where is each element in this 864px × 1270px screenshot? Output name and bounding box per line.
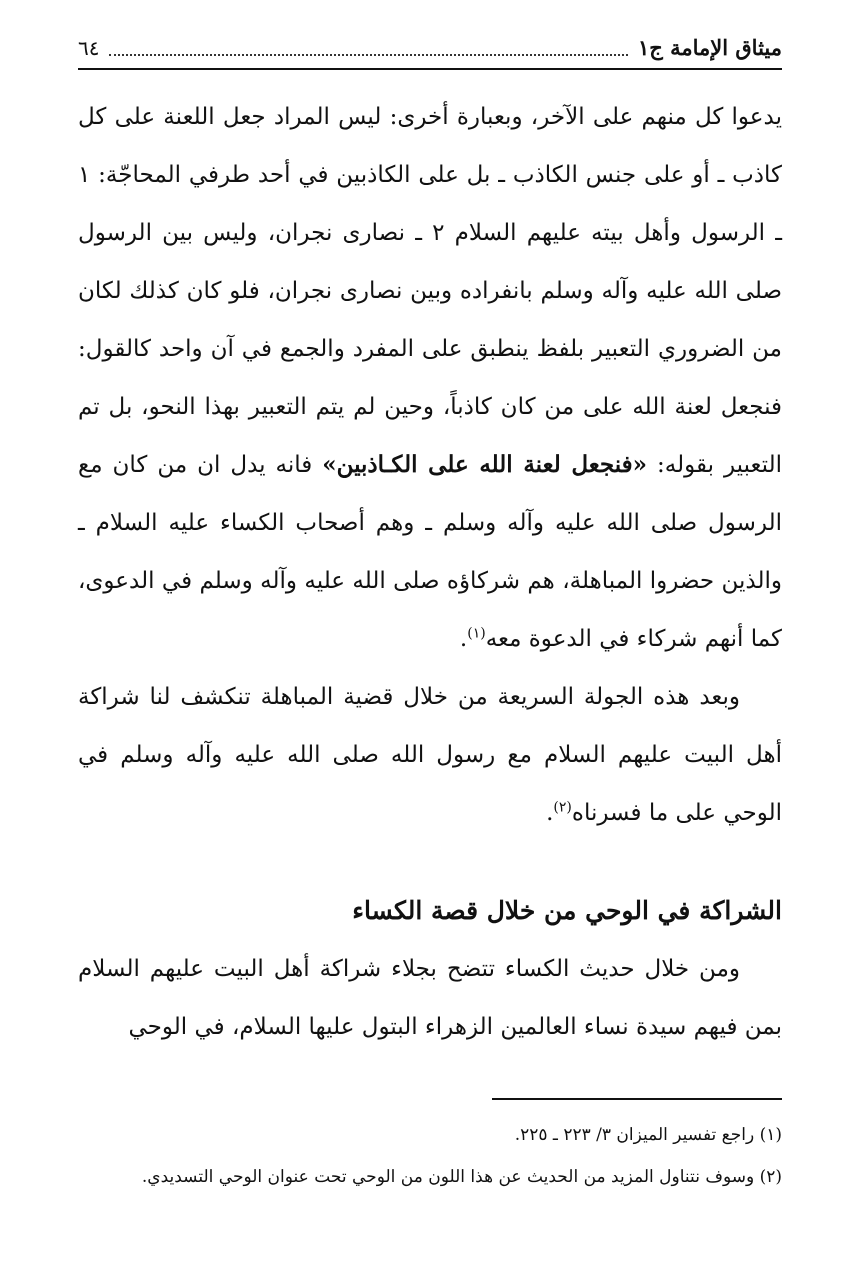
quranic-quote: «فنجعل لعنة الله على الكـاذبين» bbox=[322, 451, 648, 478]
running-header bbox=[78, 30, 782, 66]
paragraph-1 bbox=[78, 88, 782, 668]
footnote-rule bbox=[492, 1098, 782, 1100]
paragraph-2 bbox=[78, 668, 782, 842]
footnote-ref-2[interactable]: (٢) bbox=[553, 799, 572, 816]
footnote-1: (١) راجع تفسير الميزان ٣/ ٢٢٣ ـ ٢٢٥. bbox=[514, 1125, 782, 1145]
paragraph-2-text: وبعد هذه الجولة السريعة من خلال قضية المباهلة تنكشف لنا شراكة أهل البيت عليهم السلام مع رسول الله صلى الله عليه وآله وسلم في الوحي على ما فسرناه bbox=[78, 684, 782, 826]
section-heading: الشراكة في الوحي من خلال قصة الكساء bbox=[352, 896, 782, 925]
running-title: ميثاق الإمامة ج١ bbox=[637, 35, 782, 60]
footnote-2: (٢) وسوف نتناول المزيد من الحديث عن هذا اللون من الوحي تحت عنوان الوحي التسديدي. bbox=[141, 1167, 782, 1187]
paragraph-1-text-after-quote: فانه يدل ان من كان مع الرسول صلى الله عليه وآله وسلم ـ وهم أصحاب الكساء عليه السلام ـ والذين حضروا المباهلة، هم شركاؤه صلى الله عليه وآله وسلم في الدعوى، كما أنهم شركاء في الدعوة معه bbox=[78, 452, 782, 652]
body-text bbox=[78, 88, 782, 842]
header-rule bbox=[78, 68, 782, 70]
section-text bbox=[78, 940, 782, 1056]
footnotes bbox=[78, 1114, 782, 1198]
footnote-ref-1[interactable]: (١) bbox=[467, 625, 486, 642]
section-paragraph: ومن خلال حديث الكساء تتضح بجلاء شراكة أهل البيت عليهم السلام بمن فيهم سيدة نساء العالمين الزهراء البتول عليها السلام، في الوحي bbox=[78, 956, 782, 1040]
book-page bbox=[78, 30, 782, 1270]
paragraph-2-end: . bbox=[546, 800, 554, 826]
header-dotted-leader bbox=[109, 53, 627, 56]
page-number: ٦٤ bbox=[78, 36, 100, 60]
paragraph-1-end: . bbox=[459, 626, 468, 652]
paragraph-1-text-before-quote: يدعوا كل منهم على الآخر، وبعبارة أخرى: ليس المراد جعل اللعنة على كل كاذب ـ أو على جنس الكاذب ـ بل على الكاذبين في أحد طرفي المحاجّة: ١ ـ الرسول وأهل بيته عليهم السلام ٢ ـ نصارى نجران، وليس بين الرسول صلى الله عليه وآله وسلم بانفراده وبين نصارى نجران، فلو كان كذلك لكان من الضروري التعبير بلفظ ينطبق على المفرد والجمع في آن واحد كالقول: فنجعل لعنة الله على من كان كاذباً، وحين لم يتم التعبير بهذا النحو، بل تم التعبير بقوله: bbox=[78, 104, 782, 478]
